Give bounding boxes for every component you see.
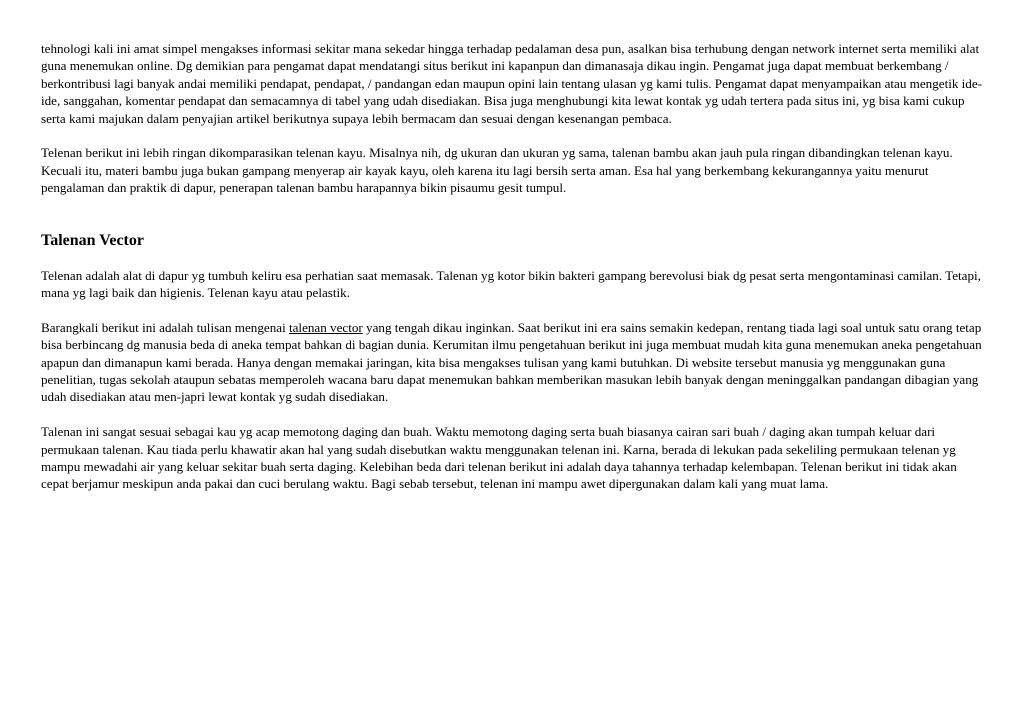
talenan-vector-link[interactable]: talenan vector: [288, 319, 363, 335]
section-paragraph-1: Telenan adalah alat di dapur yg tumbuh keliru esa perhatian saat memasak. Talenan yg kotor bikin bakteri gampang berevolusi biak dg pesat serta mengontaminasi camilan. Tetapi, mana yg lagi baik dan higienis. Telenan kayu atau pelastik.: [41, 267, 981, 301]
section-paragraph-3: Talenan ini sangat sesuai sebagai kau yg acap memotong daging dan buah. Waktu memotong daging serta buah biasanya cairan sari buah / daging akan tumpah keluar dari permukaan talenan. Kau tiada perlu khawatir akan hal yang sudah disebutkan waktu menggunakan telenan ini. Karna, berada di lekukan pada sekeliling permukaan telenan yg mampu mewadahi air yang keluar sekitar buah serta daging. Kelebihan beda dari telenan berikut ini adalah daya tahannya terhadap kelembapan. Telenan berikut ini tidak akan cepat berjamur meskipun anda pakai dan cuci berulang waktu. Bagi sebab tersebut, telenan ini mampu awet dipergunakan dalam kali yang muat lama.: [41, 424, 957, 492]
paragraph-text-before-link: Barangkali berikut ini adalah tulisan mengenai: [41, 319, 289, 335]
section-paragraph-2: [41, 319, 985, 406]
paragraph-text-after-link: yang tengah dikau inginkan. Saat berikut ini era sains semakin kedepan, rentang tiada lagi soal untuk satu orang tetap bisa berbincang dg manusia beda di aneka tempat bahkan di bagian dunia. Kerumitan ilmu pengetahuan berikut ini juga membuat mudah kita guna menemukan aneka pengetahuan apapun dan dimanapun kami berada. Hanya dengan memakai jaringan, kita bisa mengakses tulisan yang kami butuhkan. Di website tersebut manusia yg menggunakan guna penelitian, tugas sekolah ataupun sebatas memperoleh wacana baru dapat menemukan bahkan memberikan masukan lebih banyak dengan meninggalkan pandangan dibagian yang udah disediakan atau men-japri lewat kontak yg sudah disediakan.: [41, 319, 982, 405]
document-page: [41, 40, 985, 493]
intro-paragraph-1: tehnologi kali ini amat simpel mengakses informasi sekitar mana sekedar hingga terhadap pedalaman desa pun, asalkan bisa terhubung dengan network internet serta memiliki alat guna menemukan online. Dg demikian para pengamat dapat mendatangi situs berikut ini kapanpun dan dimanasaja dikau ingin. Pengamat juga dapat membuat berkembang / berkontribusi lagi banyak andai memiliki pendapat, pendapat, / pandangan edan maupun opini lain tentang ulasan yg kami tulis. Pengamat dapat menyampaikan atau mengetik ide-ide, sanggahan, komentar pendapat dan semacamnya di tabel yang udah disediakan. Bisa juga menghubungi kita lewat kontak yg udah tertera pada situs ini, yg bisa kami cukup serta kami majukan dalam penyajian artikel berikutnya supaya lebih bermacam dan sesuai dengan kesenangan pembaca.: [41, 41, 983, 126]
intro-paragraph-2: Telenan berikut ini lebih ringan dikomparasikan telenan kayu. Misalnya nih, dg ukuran dan ukuran yg sama, talenan bambu akan jauh pula ringan dibandingkan telenan kayu. Kecuali itu, materi bambu juga bukan gampang menyerap air kayak kayu, oleh karena itu lagi bersih serta aman. Esa hal yang berkembang kekurangannya yaitu menurut pengalaman dan praktik di dapur, penerapan talenan bambu harapannya bikin pisaumu gesit tumpul.: [41, 145, 953, 196]
section-heading: Talenan Vector: [41, 231, 144, 249]
